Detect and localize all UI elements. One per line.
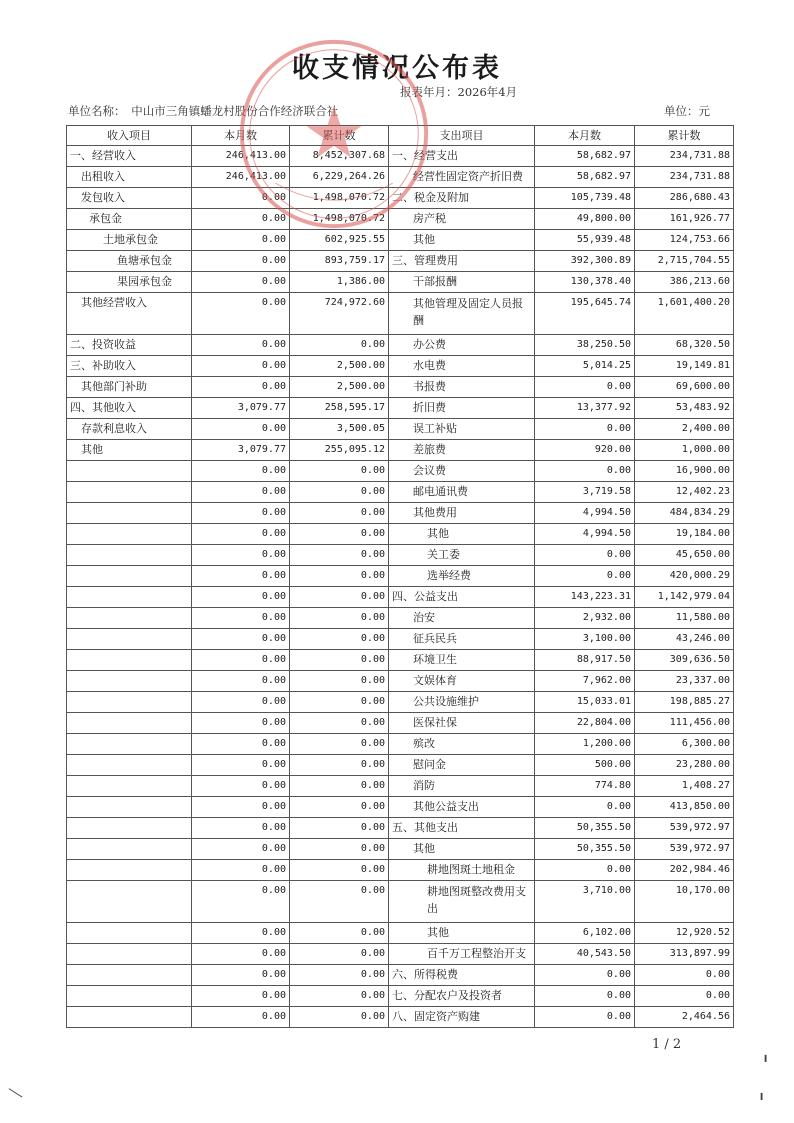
income-item-cell: 承包金 (67, 209, 192, 230)
expense-item-cell: 其他 (389, 524, 535, 545)
expense-total-cell: 6,300.00 (635, 734, 734, 755)
income-total-cell: 2,500.00 (290, 377, 389, 398)
income-item-cell: 二、投资收益 (67, 335, 192, 356)
expense-total-cell: 2,400.00 (635, 419, 734, 440)
income-month-cell: 0.00 (192, 587, 290, 608)
expense-total-cell: 19,184.00 (635, 524, 734, 545)
income-total-cell: 0.00 (290, 923, 389, 944)
income-month-cell: 0.00 (192, 293, 290, 335)
expense-total-cell: 1,408.27 (635, 776, 734, 797)
income-total-cell: 0.00 (290, 818, 389, 839)
income-item-cell (67, 713, 192, 734)
table-row (67, 692, 734, 713)
table-row (67, 146, 734, 167)
income-total-cell: 0.00 (290, 650, 389, 671)
income-month-cell: 0.00 (192, 629, 290, 650)
scan-mark: ╲ (8, 1085, 23, 1101)
expense-month-cell: 0.00 (535, 566, 635, 587)
income-month-cell: 0.00 (192, 356, 290, 377)
expense-total-cell: 23,280.00 (635, 755, 734, 776)
income-total-cell: 0.00 (290, 482, 389, 503)
income-total-cell: 258,595.17 (290, 398, 389, 419)
income-item-cell (67, 734, 192, 755)
expense-total-cell: 0.00 (635, 965, 734, 986)
expense-item-cell: 误工补贴 (389, 419, 535, 440)
income-month-cell: 0.00 (192, 272, 290, 293)
income-month-cell: 3,079.77 (192, 398, 290, 419)
income-month-cell: 0.00 (192, 1007, 290, 1028)
income-month-cell: 0.00 (192, 545, 290, 566)
expense-item-cell: 办公费 (389, 335, 535, 356)
income-total-cell: 0.00 (290, 1007, 389, 1028)
income-total-cell: 1,498,070.72 (290, 188, 389, 209)
expense-total-cell: 12,402.23 (635, 482, 734, 503)
table-row (67, 923, 734, 944)
income-item-cell (67, 860, 192, 881)
income-item-cell: 其他经营收入 (67, 293, 192, 335)
expense-month-cell: 920.00 (535, 440, 635, 461)
expense-item-cell: 征兵民兵 (389, 629, 535, 650)
expense-total-cell: 111,456.00 (635, 713, 734, 734)
expense-month-cell: 0.00 (535, 545, 635, 566)
col-header-income-total: 累计数 (290, 126, 389, 146)
income-month-cell: 246,413.00 (192, 146, 290, 167)
income-total-cell: 0.00 (290, 608, 389, 629)
expense-month-cell: 88,917.50 (535, 650, 635, 671)
income-total-cell: 1,498,070.72 (290, 209, 389, 230)
col-header-expense-total: 累计数 (635, 126, 734, 146)
expense-month-cell: 0.00 (535, 986, 635, 1007)
income-total-cell: 0.00 (290, 776, 389, 797)
income-month-cell: 0.00 (192, 524, 290, 545)
expense-month-cell: 1,200.00 (535, 734, 635, 755)
expense-month-cell: 105,739.48 (535, 188, 635, 209)
expense-item-cell: 六、所得税费 (389, 965, 535, 986)
expense-item-cell: 七、分配农户及投资者 (389, 986, 535, 1007)
income-month-cell: 0.00 (192, 944, 290, 965)
expense-item-cell: 其他管理及固定人员报酬 (389, 293, 535, 335)
income-item-cell: 存款利息收入 (67, 419, 192, 440)
expense-item-cell: 耕地图斑土地租金 (389, 860, 535, 881)
income-total-cell: 0.00 (290, 986, 389, 1007)
income-total-cell: 0.00 (290, 461, 389, 482)
expense-item-cell: 其他费用 (389, 503, 535, 524)
table-row (67, 839, 734, 860)
expense-item-cell: 邮电通讯费 (389, 482, 535, 503)
expense-month-cell: 3,710.00 (535, 881, 635, 923)
table-row (67, 755, 734, 776)
table-row (67, 881, 734, 923)
income-month-cell: 0.00 (192, 881, 290, 923)
table-row (67, 860, 734, 881)
expense-total-cell: 286,680.43 (635, 188, 734, 209)
expense-total-cell: 202,984.46 (635, 860, 734, 881)
table-row (67, 419, 734, 440)
expense-item-cell: 公共设施维护 (389, 692, 535, 713)
income-month-cell: 0.00 (192, 335, 290, 356)
table-row (67, 608, 734, 629)
income-total-cell: 3,500.05 (290, 419, 389, 440)
income-total-cell: 0.00 (290, 881, 389, 923)
table-row (67, 1007, 734, 1028)
expense-total-cell: 0.00 (635, 986, 734, 1007)
expense-total-cell: 124,753.66 (635, 230, 734, 251)
col-header-income-month: 本月数 (192, 126, 290, 146)
table-row (67, 335, 734, 356)
income-item-cell (67, 776, 192, 797)
expense-month-cell: 15,033.01 (535, 692, 635, 713)
income-item-cell (67, 671, 192, 692)
expense-item-cell: 耕地图斑整改费用支出 (389, 881, 535, 923)
income-item-cell: 一、经营收入 (67, 146, 192, 167)
expense-item-cell: 房产税 (389, 209, 535, 230)
expense-item-cell: 其他公益支出 (389, 797, 535, 818)
income-item-cell (67, 839, 192, 860)
income-item-cell (67, 461, 192, 482)
income-month-cell: 246,413.00 (192, 167, 290, 188)
table-row (67, 545, 734, 566)
income-month-cell: 0.00 (192, 776, 290, 797)
income-item-cell: 其他部门补助 (67, 377, 192, 398)
expense-total-cell: 12,920.52 (635, 923, 734, 944)
expense-total-cell: 45,650.00 (635, 545, 734, 566)
income-month-cell: 0.00 (192, 797, 290, 818)
income-total-cell: 0.00 (290, 566, 389, 587)
expense-item-cell: 三、管理费用 (389, 251, 535, 272)
table-header-row (67, 126, 734, 146)
expense-total-cell: 413,850.00 (635, 797, 734, 818)
col-header-expense-item: 支出项目 (389, 126, 535, 146)
income-item-cell (67, 482, 192, 503)
col-header-expense-month: 本月数 (535, 126, 635, 146)
expense-item-cell: 治安 (389, 608, 535, 629)
expense-total-cell: 313,897.99 (635, 944, 734, 965)
expense-month-cell: 4,994.50 (535, 524, 635, 545)
expense-item-cell: 五、其他支出 (389, 818, 535, 839)
income-month-cell: 0.00 (192, 608, 290, 629)
income-item-cell (67, 818, 192, 839)
table-row (67, 398, 734, 419)
table-row (67, 377, 734, 398)
expense-month-cell: 3,100.00 (535, 629, 635, 650)
income-item-cell: 四、其他收入 (67, 398, 192, 419)
table-row (67, 209, 734, 230)
table-row (67, 167, 734, 188)
page-title: 收支情况公布表 (292, 53, 502, 84)
expense-month-cell: 58,682.97 (535, 146, 635, 167)
expense-total-cell: 43,246.00 (635, 629, 734, 650)
expense-month-cell: 0.00 (535, 965, 635, 986)
income-month-cell: 0.00 (192, 251, 290, 272)
income-total-cell: 0.00 (290, 839, 389, 860)
expense-month-cell: 40,543.50 (535, 944, 635, 965)
income-total-cell: 0.00 (290, 692, 389, 713)
expense-total-cell: 309,636.50 (635, 650, 734, 671)
expense-item-cell: 慰问金 (389, 755, 535, 776)
income-item-cell (67, 503, 192, 524)
income-month-cell: 0.00 (192, 839, 290, 860)
income-item-cell: 三、补助收入 (67, 356, 192, 377)
income-month-cell: 0.00 (192, 734, 290, 755)
unit-name: 单位名称： 中山市三角镇蟠龙村股份合作经济联合社 (68, 104, 339, 118)
income-item-cell: 发包收入 (67, 188, 192, 209)
income-month-cell: 0.00 (192, 860, 290, 881)
income-item-cell (67, 587, 192, 608)
income-month-cell: 0.00 (192, 461, 290, 482)
table-row (67, 734, 734, 755)
income-month-cell: 0.00 (192, 923, 290, 944)
scan-mark: ╻ (758, 1086, 766, 1100)
income-item-cell: 鱼塘承包金 (67, 251, 192, 272)
expense-item-cell: 会议费 (389, 461, 535, 482)
expense-total-cell: 1,000.00 (635, 440, 734, 461)
expense-month-cell: 130,378.40 (535, 272, 635, 293)
expense-month-cell: 55,939.48 (535, 230, 635, 251)
income-item-cell (67, 629, 192, 650)
expense-month-cell: 38,250.50 (535, 335, 635, 356)
table-row (67, 818, 734, 839)
income-month-cell: 0.00 (192, 692, 290, 713)
expense-item-cell: 书报费 (389, 377, 535, 398)
income-total-cell: 0.00 (290, 965, 389, 986)
income-total-cell: 0.00 (290, 524, 389, 545)
income-item-cell: 土地承包金 (67, 230, 192, 251)
table-row (67, 440, 734, 461)
income-total-cell: 255,095.12 (290, 440, 389, 461)
income-month-cell: 0.00 (192, 818, 290, 839)
expense-item-cell: 差旅费 (389, 440, 535, 461)
income-month-cell: 0.00 (192, 377, 290, 398)
expense-item-cell: 消防 (389, 776, 535, 797)
income-month-cell: 0.00 (192, 566, 290, 587)
expense-total-cell: 386,213.60 (635, 272, 734, 293)
expense-total-cell: 1,601,400.20 (635, 293, 734, 335)
table-row (67, 776, 734, 797)
income-month-cell: 0.00 (192, 188, 290, 209)
income-month-cell: 0.00 (192, 986, 290, 1007)
income-total-cell: 724,972.60 (290, 293, 389, 335)
expense-total-cell: 234,731.88 (635, 146, 734, 167)
table-row (67, 293, 734, 335)
table-row (67, 587, 734, 608)
table-row (67, 650, 734, 671)
expense-item-cell: 水电费 (389, 356, 535, 377)
income-item-cell (67, 566, 192, 587)
income-item-cell (67, 1007, 192, 1028)
expense-month-cell: 774.80 (535, 776, 635, 797)
expense-total-cell: 161,926.77 (635, 209, 734, 230)
expense-month-cell: 2,932.00 (535, 608, 635, 629)
expense-month-cell: 50,355.50 (535, 818, 635, 839)
expense-item-cell: 文娱体育 (389, 671, 535, 692)
expense-month-cell: 0.00 (535, 419, 635, 440)
income-item-cell: 其他 (67, 440, 192, 461)
expense-total-cell: 10,170.00 (635, 881, 734, 923)
income-month-cell: 0.00 (192, 671, 290, 692)
table-row (67, 713, 734, 734)
table-row (67, 965, 734, 986)
expense-month-cell: 5,014.25 (535, 356, 635, 377)
income-total-cell: 602,925.55 (290, 230, 389, 251)
table-row (67, 524, 734, 545)
table-row (67, 356, 734, 377)
table-row (67, 230, 734, 251)
table-row (67, 461, 734, 482)
expense-item-cell: 殡改 (389, 734, 535, 755)
expense-month-cell: 4,994.50 (535, 503, 635, 524)
expense-month-cell: 6,102.00 (535, 923, 635, 944)
expense-total-cell: 19,149.81 (635, 356, 734, 377)
expense-total-cell: 198,885.27 (635, 692, 734, 713)
expense-item-cell: 选举经费 (389, 566, 535, 587)
income-item-cell (67, 524, 192, 545)
expense-item-cell: 一、经营支出 (389, 146, 535, 167)
expense-item-cell: 二、税金及附加 (389, 188, 535, 209)
page-number: 1 / 2 (652, 1037, 682, 1052)
expense-total-cell: 23,337.00 (635, 671, 734, 692)
expense-total-cell: 234,731.88 (635, 167, 734, 188)
expense-item-cell: 经营性固定资产折旧费 (389, 167, 535, 188)
expense-total-cell: 11,580.00 (635, 608, 734, 629)
expense-total-cell: 69,600.00 (635, 377, 734, 398)
income-total-cell: 0.00 (290, 671, 389, 692)
income-item-cell (67, 965, 192, 986)
table-row (67, 482, 734, 503)
expense-item-cell: 环境卫生 (389, 650, 535, 671)
income-total-cell: 0.00 (290, 503, 389, 524)
income-total-cell: 0.00 (290, 734, 389, 755)
expense-item-cell: 干部报酬 (389, 272, 535, 293)
expense-month-cell: 0.00 (535, 860, 635, 881)
expense-month-cell: 195,645.74 (535, 293, 635, 335)
income-item-cell (67, 692, 192, 713)
expense-month-cell: 7,962.00 (535, 671, 635, 692)
expense-item-cell: 其他 (389, 839, 535, 860)
report-period: 报表年月：2026年4月 (400, 85, 518, 99)
expense-month-cell: 50,355.50 (535, 839, 635, 860)
expense-month-cell: 392,300.89 (535, 251, 635, 272)
expense-total-cell: 1,142,979.04 (635, 587, 734, 608)
income-item-cell (67, 923, 192, 944)
expense-item-cell: 其他 (389, 230, 535, 251)
expense-month-cell: 22,804.00 (535, 713, 635, 734)
scan-mark: ╹ (762, 1055, 770, 1069)
income-month-cell: 0.00 (192, 230, 290, 251)
income-month-cell: 0.00 (192, 503, 290, 524)
expense-month-cell: 58,682.97 (535, 167, 635, 188)
expense-item-cell: 医保社保 (389, 713, 535, 734)
income-total-cell: 0.00 (290, 587, 389, 608)
income-month-cell: 0.00 (192, 755, 290, 776)
income-total-cell: 2,500.00 (290, 356, 389, 377)
expense-total-cell: 16,900.00 (635, 461, 734, 482)
table-row (67, 986, 734, 1007)
income-item-cell (67, 986, 192, 1007)
income-item-cell (67, 755, 192, 776)
income-month-cell: 0.00 (192, 419, 290, 440)
income-item-cell (67, 881, 192, 923)
table-row (67, 503, 734, 524)
income-month-cell: 0.00 (192, 713, 290, 734)
income-total-cell: 0.00 (290, 797, 389, 818)
expense-total-cell: 539,972.97 (635, 818, 734, 839)
table-row (67, 272, 734, 293)
income-month-cell: 0.00 (192, 482, 290, 503)
income-total-cell: 1,386.00 (290, 272, 389, 293)
table-row (67, 671, 734, 692)
income-total-cell: 0.00 (290, 629, 389, 650)
income-total-cell: 0.00 (290, 755, 389, 776)
expense-total-cell: 68,320.50 (635, 335, 734, 356)
expense-total-cell: 2,464.56 (635, 1007, 734, 1028)
expense-month-cell: 3,719.58 (535, 482, 635, 503)
expense-item-cell: 百千万工程整治开支 (389, 944, 535, 965)
income-item-cell (67, 545, 192, 566)
income-expense-table (66, 125, 734, 1028)
income-month-cell: 0.00 (192, 650, 290, 671)
expense-total-cell: 484,834.29 (635, 503, 734, 524)
expense-month-cell: 13,377.92 (535, 398, 635, 419)
table-row (67, 566, 734, 587)
table-row (67, 629, 734, 650)
expense-month-cell: 0.00 (535, 461, 635, 482)
col-header-income-item: 收入项目 (67, 126, 192, 146)
income-item-cell (67, 944, 192, 965)
income-total-cell: 893,759.17 (290, 251, 389, 272)
table-row (67, 944, 734, 965)
currency-unit: 单位：元 (664, 104, 710, 118)
income-total-cell: 0.00 (290, 335, 389, 356)
income-item-cell (67, 608, 192, 629)
expense-item-cell: 八、固定资产购建 (389, 1007, 535, 1028)
income-total-cell: 0.00 (290, 944, 389, 965)
expense-month-cell: 0.00 (535, 1007, 635, 1028)
expense-month-cell: 49,800.00 (535, 209, 635, 230)
expense-total-cell: 539,972.97 (635, 839, 734, 860)
table-row (67, 251, 734, 272)
income-month-cell: 0.00 (192, 209, 290, 230)
expense-month-cell: 143,223.31 (535, 587, 635, 608)
income-month-cell: 0.00 (192, 965, 290, 986)
table-row (67, 797, 734, 818)
income-month-cell: 3,079.77 (192, 440, 290, 461)
expense-item-cell: 折旧费 (389, 398, 535, 419)
expense-total-cell: 53,483.92 (635, 398, 734, 419)
income-total-cell: 8,452,307.68 (290, 146, 389, 167)
income-total-cell: 0.00 (290, 713, 389, 734)
expense-item-cell: 关工委 (389, 545, 535, 566)
expense-total-cell: 2,715,704.55 (635, 251, 734, 272)
expense-total-cell: 420,000.29 (635, 566, 734, 587)
income-total-cell: 6,229,264.26 (290, 167, 389, 188)
table-row (67, 188, 734, 209)
expense-month-cell: 0.00 (535, 377, 635, 398)
expense-item-cell: 四、公益支出 (389, 587, 535, 608)
income-item-cell: 出租收入 (67, 167, 192, 188)
income-item-cell (67, 797, 192, 818)
income-item-cell: 果园承包金 (67, 272, 192, 293)
income-total-cell: 0.00 (290, 860, 389, 881)
income-total-cell: 0.00 (290, 545, 389, 566)
income-item-cell (67, 650, 192, 671)
expense-month-cell: 0.00 (535, 797, 635, 818)
expense-month-cell: 500.00 (535, 755, 635, 776)
expense-item-cell: 其他 (389, 923, 535, 944)
